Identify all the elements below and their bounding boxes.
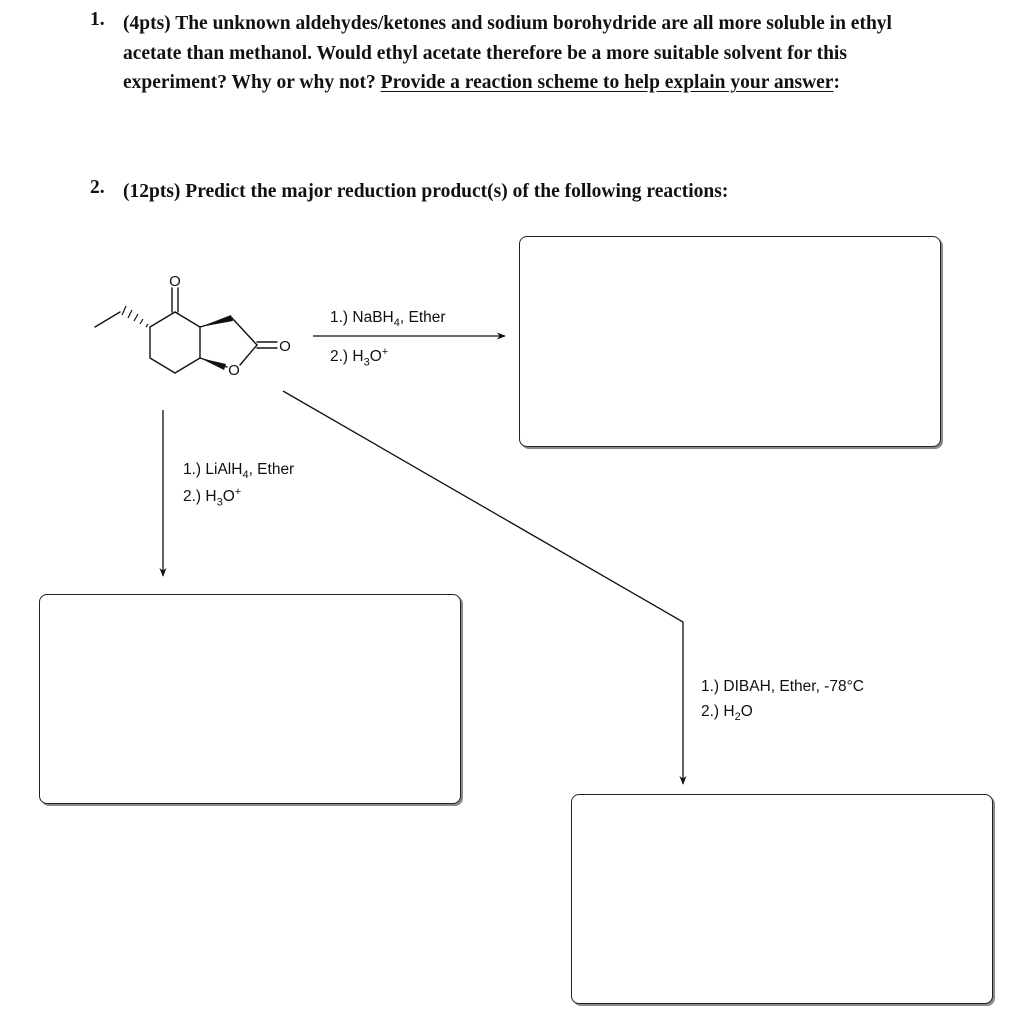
nabh4-subscript: 4 [393, 317, 400, 330]
ring-oxygen-label: O [228, 362, 240, 379]
lialh4-step-2-subscript: 3 [216, 496, 223, 509]
dibah-step-2-o: O [740, 703, 753, 720]
dibah-reaction-arrow [283, 391, 683, 784]
question-2-number: 2. [90, 177, 105, 198]
lialh4-step-1-reagent: 1.) LiAlH [183, 461, 243, 478]
lialh4-step-2-h: 2.) H [183, 488, 217, 506]
question-1-text: The unknown aldehydes/ketones and sodium borohydride are all more soluble in ethyl acetate than methanol. Would ethyl acetate therefore be a more suitable solvent for this experiment? Why or why not? [123, 13, 892, 93]
lialh4-subscript: 4 [242, 469, 249, 482]
dibah-step-2-subscript: 2 [734, 711, 741, 724]
dibah-step-2 [701, 703, 753, 723]
dibah-step-1: 1.) DIBAH, Ether, -78°C [701, 678, 864, 695]
question-2-points: (12pts) [123, 181, 181, 202]
lialh4-step-1-solvent: , Ether [248, 461, 295, 478]
question-1-colon: : [833, 72, 840, 93]
nabh4-step-2 [330, 346, 388, 368]
bicyclic-lactone-structure [95, 288, 277, 373]
lialh4-step-2-o: O [222, 488, 235, 506]
lactone-carbonyl-oxygen-label: O [279, 338, 291, 355]
ketone-oxygen-label: O [169, 273, 181, 290]
lialh4-step-2-charge: + [234, 486, 242, 498]
nabh4-step-1-solvent: , Ether [399, 309, 446, 326]
nabh4-step-2-o: O [369, 348, 382, 366]
question-1-points: (4pts) [123, 13, 171, 34]
question-2-text: Predict the major reduction product(s) of the following reactions: [185, 181, 729, 202]
nabh4-step-1-reagent: 1.) NaBH [330, 309, 394, 326]
dibah-step-2-h: 2.) H [701, 703, 735, 720]
nabh4-step-2-charge: + [381, 346, 389, 358]
lialh4-step-2 [183, 486, 241, 508]
nabh4-step-1 [330, 309, 446, 329]
lialh4-step-1 [183, 461, 294, 481]
question-1-number: 1. [90, 9, 105, 30]
nabh4-step-2-subscript: 3 [363, 356, 370, 369]
question-1-instruction: Provide a reaction scheme to help explain your answer [380, 72, 834, 93]
nabh4-step-2-h: 2.) H [330, 348, 364, 366]
wedge-bond [200, 315, 233, 327]
wedge-bond [200, 358, 226, 370]
hashed-bond [122, 306, 148, 327]
